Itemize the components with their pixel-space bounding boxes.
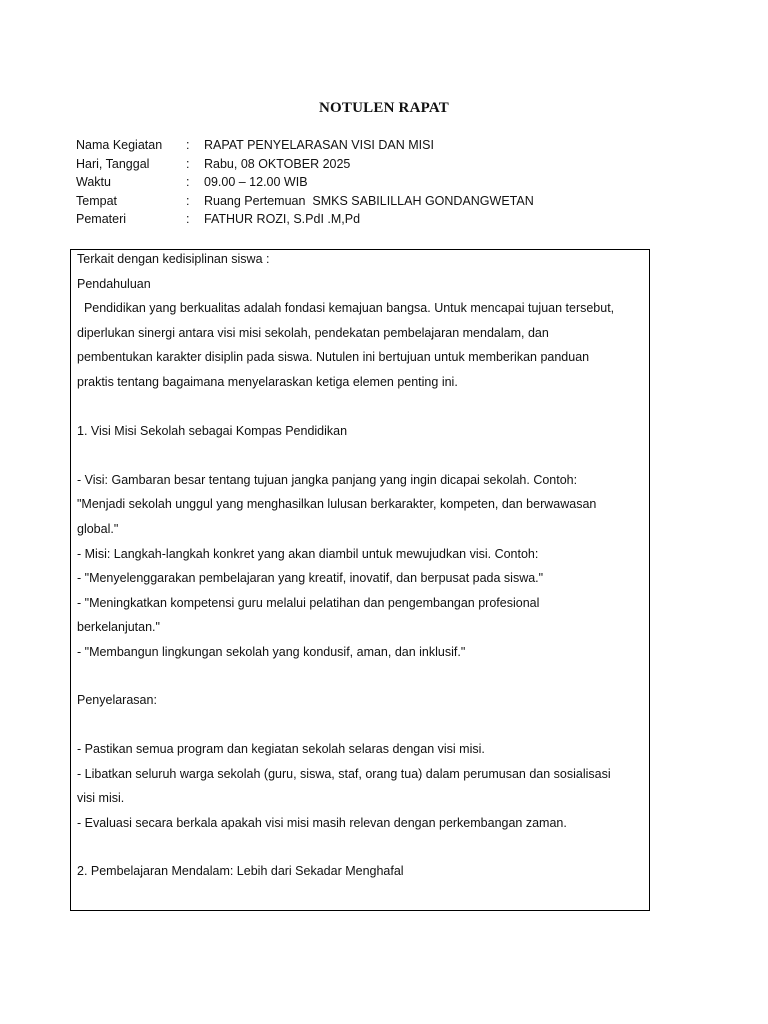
minutes-content-box <box>70 249 650 911</box>
meta-colon: : <box>186 212 190 227</box>
meta-label: Hari, Tanggal <box>76 156 150 171</box>
meta-value: Rabu, 08 OKTOBER 2025 <box>204 156 351 171</box>
list-item: - "Membangun lingkungan sekolah yang kondusif, aman, dan inklusif." <box>77 645 466 659</box>
list-item: visi misi. <box>77 791 125 805</box>
paragraph-line: diperlukan sinergi antara visi misi sekolah, pendekatan pembelajaran mendalam, dan <box>77 326 549 340</box>
meta-row-activity <box>76 136 534 155</box>
paragraph-line: praktis tentang bagaimana menyelaraskan ketiga elemen penting ini. <box>77 375 458 389</box>
list-item: "Menjadi sekolah unggul yang menghasilkan lulusan berkarakter, kompeten, dan berwawasan <box>77 497 597 511</box>
section-heading: Penyelarasan: <box>77 693 157 707</box>
list-item: berkelanjutan." <box>77 620 160 634</box>
meta-value: FATHUR ROZI, S.PdI .M,Pd <box>204 212 361 227</box>
section-heading: Pendahuluan <box>77 277 151 291</box>
document-title: NOTULEN RAPAT <box>319 100 449 116</box>
paragraph-line: Pendidikan yang berkualitas adalah fondasi kemajuan bangsa. Untuk mencapai tujuan tersebut, <box>77 301 615 315</box>
meta-label: Tempat <box>76 193 117 208</box>
meta-label: Nama Kegiatan <box>76 138 163 152</box>
meta-colon: : <box>186 175 190 190</box>
meta-value: Ruang Pertemuan SMKS SABILILLAH GONDANGWETAN <box>204 193 534 208</box>
list-item: - Pastikan semua program dan kegiatan sekolah selaras dengan visi misi. <box>77 742 485 756</box>
meta-colon: : <box>186 138 190 152</box>
meta-row-speaker <box>76 210 534 229</box>
meeting-info <box>76 136 534 229</box>
list-item: - "Meningkatkan kompetensi guru melalui pelatihan dan pengembangan profesional <box>77 596 540 610</box>
meta-row-place <box>76 192 534 211</box>
meta-colon: : <box>186 193 190 208</box>
meta-row-date <box>76 155 534 174</box>
meta-row-time <box>76 173 534 192</box>
section-heading: 1. Visi Misi Sekolah sebagai Kompas Pendidikan <box>77 424 348 438</box>
content-line: Terkait dengan kedisiplinan siswa : <box>77 252 270 266</box>
list-item: - Evaluasi secara berkala apakah visi misi masih relevan dengan perkembangan zaman. <box>77 816 567 830</box>
list-item: - Misi: Langkah-langkah konkret yang akan diambil untuk mewujudkan visi. Contoh: <box>77 547 539 561</box>
list-item: - Visi: Gambaran besar tentang tujuan jangka panjang yang ingin dicapai sekolah. Contoh: <box>77 473 578 487</box>
paragraph-line: pembentukan karakter disiplin pada siswa. Nutulen ini bertujuan untuk memberikan panduan <box>77 350 590 364</box>
list-item: - "Menyelenggarakan pembelajaran yang kreatif, inovatif, dan berpusat pada siswa." <box>77 571 544 585</box>
list-item: - Libatkan seluruh warga sekolah (guru, siswa, staf, orang tua) dalam perumusan dan sosialisasi <box>77 767 611 781</box>
meta-label: Pemateri <box>76 212 127 227</box>
meta-colon: : <box>186 156 190 171</box>
meta-value: 09.00 – 12.00 WIB <box>204 175 308 190</box>
section-heading: 2. Pembelajaran Mendalam: Lebih dari Sekadar Menghafal <box>77 864 404 878</box>
meta-label: Waktu <box>76 175 111 190</box>
list-item: global." <box>77 522 119 536</box>
meta-value: RAPAT PENYELARASAN VISI DAN MISI <box>204 138 434 152</box>
